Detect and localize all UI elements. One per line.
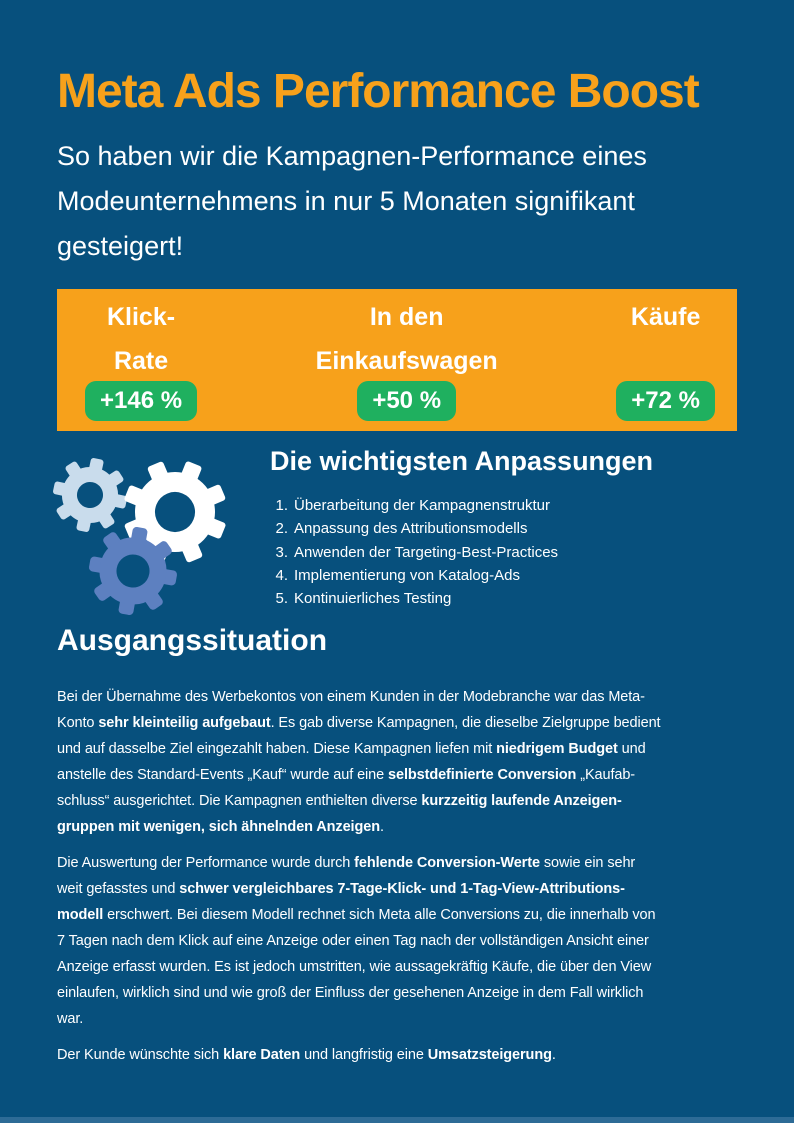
item-text: Implementierung von Katalog-Ads [294, 566, 520, 584]
adjustment-item [272, 587, 558, 610]
paragraph [57, 1042, 757, 1068]
item-number: 5. [275, 590, 288, 608]
stat-value-badge: +72 % [616, 381, 715, 421]
stat-value-badge: +50 % [357, 381, 456, 421]
item-number: 3. [275, 543, 288, 561]
paragraph-line: war. [57, 1011, 84, 1027]
paragraph-line: und auf dasselbe Ziel eingezahlt haben. Diese Kampagnen liefen mit niedrigem Budget und [57, 741, 646, 757]
situation-paragraphs [57, 684, 757, 1068]
stat-label: In den Einkaufswagen [315, 303, 498, 375]
paragraph-line: Bei der Übernahme des Werbekontos von einem Kunden in der Modebranche war das Meta- [57, 689, 645, 705]
item-number: 2. [275, 520, 288, 538]
paragraph [57, 684, 757, 840]
paragraph-line: Anzeige erfasst wurden. Es ist jedoch umstritten, wie aussagekräftig Käufe, die über den View [57, 959, 652, 975]
item-number: 1. [275, 497, 288, 514]
situation-title: Ausgangssituation [57, 624, 328, 657]
adjustment-item [272, 564, 558, 587]
paragraph-line: schluss“ ausgerichtet. Die Kampagnen enthielten diverse kurzzeitig laufende Anzeigen- [57, 793, 622, 809]
page-subtitle: So haben wir die Kampagnen-Performance eines Modeunternehmens in nur 5 Monaten signifikant gesteigert! [57, 141, 647, 261]
adjustment-item [272, 494, 558, 517]
item-text: Anpassung des Attributionsmodells [294, 520, 528, 538]
page-title: Meta Ads Performance Boost [57, 65, 699, 118]
gear-light [46, 451, 134, 539]
stat-add-to-cart [316, 295, 498, 431]
adjustments-title: Die wichtigsten Anpassungen [270, 446, 654, 476]
gears-icon [46, 447, 236, 615]
paragraph-line: weit gefasstes und schwer vergleichbares 7-Tage-Klick- und 1-Tag-View-Attributions- [57, 881, 625, 897]
paragraph-line: Der Kunde wünschte sich klare Daten und langfristig eine Umsatzsteigerung. [57, 1047, 556, 1063]
stat-label: Käufe [630, 303, 701, 331]
stat-purchases [616, 295, 715, 431]
paragraph-line: Die Auswertung der Performance wurde durch fehlende Conversion-Werte sowie ein sehr [57, 855, 636, 871]
stats-bar [57, 289, 737, 431]
item-number: 4. [275, 566, 288, 584]
item-text: Überarbeitung der Kampagnenstruktur [294, 497, 550, 514]
paragraph [57, 850, 757, 1032]
item-text: Kontinuierliches Testing [294, 590, 452, 608]
stat-value-badge: +146 % [85, 381, 197, 421]
paragraph-line: anstelle des Standard-Events „Kauf“ wurde auf eine selbstdefinierte Conversion „Kaufab- [57, 767, 636, 783]
paragraph-line: 7 Tagen nach dem Klick auf eine Anzeige oder einen Tag nach der vollständigen Ansicht einer [57, 933, 649, 949]
stat-label: Klick- Rate [106, 303, 176, 375]
adjustment-item [272, 541, 558, 564]
paragraph-line: einlaufen, wirklich sind und wie groß der Einfluss der gesehenen Anzeige in dem Fall wirklich [57, 985, 644, 1001]
gear-white [107, 447, 236, 580]
footer-bar [0, 1117, 794, 1123]
item-text: Anwenden der Targeting-Best-Practices [294, 543, 559, 561]
paragraph-line: Konto sehr kleinteilig aufgebaut. Es gab diverse Kampagnen, die dieselbe Zielgruppe bedient [57, 715, 661, 731]
adjustment-item [272, 517, 558, 540]
paragraph-line: gruppen mit wenigen, sich ähnelnden Anzeigen. [57, 819, 384, 835]
stat-click-rate [85, 295, 197, 431]
paragraph-line: modell erschwert. Bei diesem Modell rechnet sich Meta alle Conversions zu, die innerhalb von [57, 907, 656, 923]
adjustments-list [272, 494, 558, 610]
